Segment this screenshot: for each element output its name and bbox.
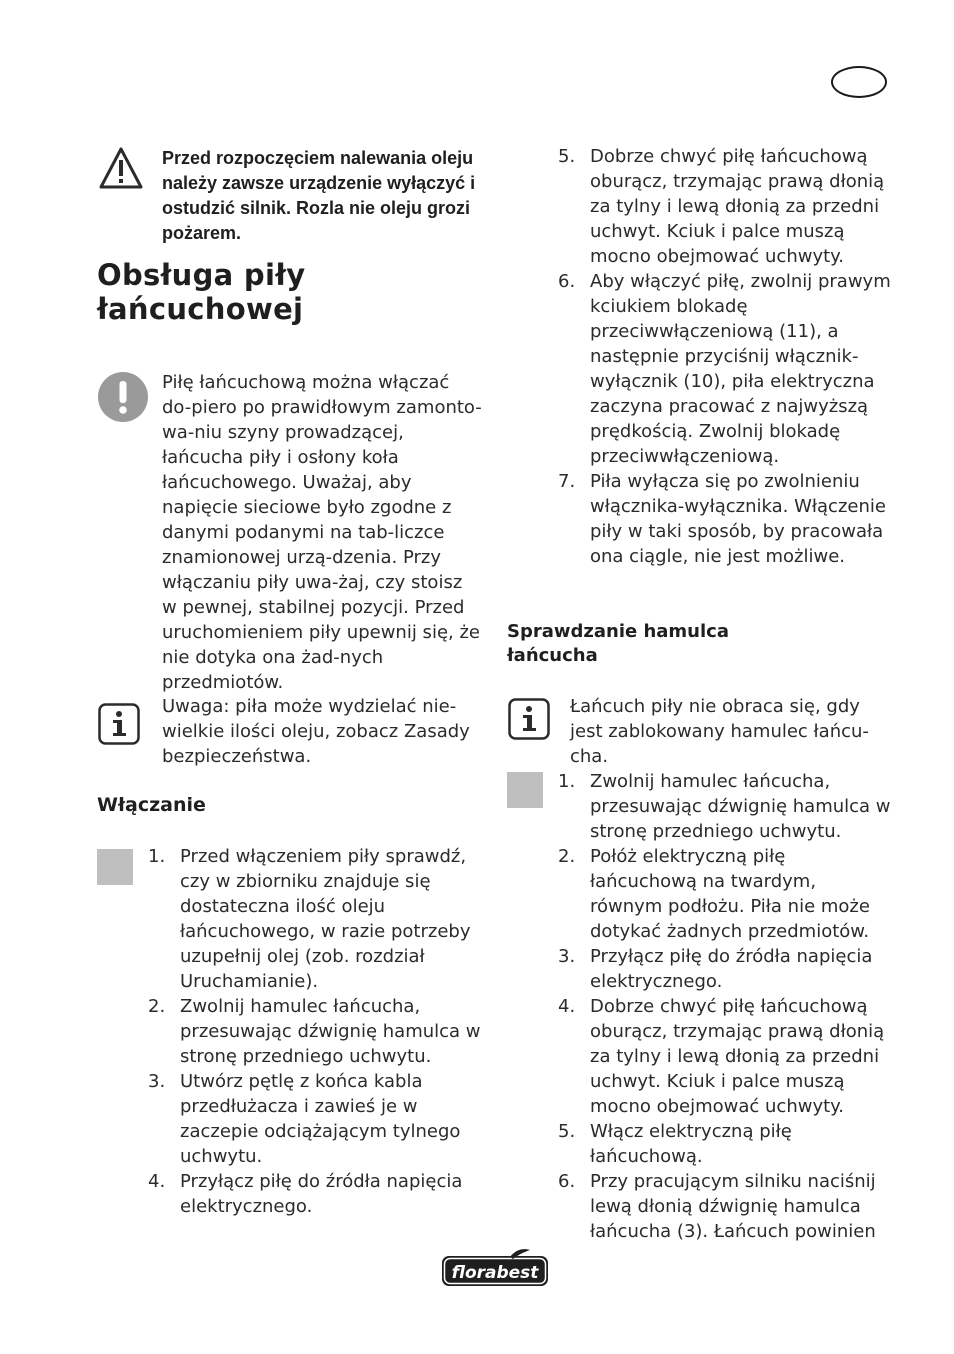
brake-info-text: Łańcuch piły nie obraca się, gdy jest zablokowany hamulec łańcu-cha. — [570, 696, 869, 767]
step-number: 7. — [558, 471, 576, 492]
list-item — [558, 994, 894, 1119]
step-text: Przy pracującym silniku naciśnij lewą dłonią dźwignię hamulca łańcucha (3). Łańcuch powinien — [590, 1171, 876, 1242]
list-item — [558, 1169, 894, 1244]
step-text: Dobrze chwyć piłę łańcuchową oburącz, trzymając prawą dłonią za tylny i lewą dłonią za przedni uchwyt. Kciuk i palce muszą mocno obejmować uchwyty. — [590, 996, 885, 1117]
step-text: Aby włączyć piłę, zwolnij prawym kciukiem blokadę przeciwwłączeniową (11), a następnie przyciśnij włącznik-wyłącznik (10), piła elektryczna zaczyna pracować z najwyższą prędkością. Zwolnij blokadę przeciwwłączeniową. — [590, 271, 891, 467]
list-item — [558, 944, 894, 994]
section-title-line2: łańcuchowej — [97, 292, 304, 326]
gray-marker — [97, 849, 133, 885]
switching-on-steps-right — [558, 144, 894, 569]
brake-check-heading-line2: łańcucha — [507, 645, 598, 666]
oil-info-text: Uwaga: piła może wydzielać nie-wielkie ilości oleju, zobacz Zasady bezpieczeństwa. — [162, 696, 470, 767]
caution-text: Piłę łańcuchową można włączać do-piero po prawidłowym zamonto-wa-niu szyny prowadzącej, łańcucha piły i osłony koła łańcuchowego. Uważaj, aby napięcie sieciowe było zgodne z danymi podanymi na tab-liczce znamionowej urzą-dzenia. Przy włączaniu piły uwa-żaj, czy stoisz w pewnej, stabilnej pozycji. Przed uruchomieniem piły upewnij się, że nie dotyka ona żad-nych przedmiotów. — [162, 372, 482, 693]
list-item — [148, 1169, 482, 1219]
step-text: Włącz elektryczną piłę łańcuchową. — [590, 1121, 792, 1167]
section-title-line1: Obsługa piły — [97, 258, 306, 292]
list-item — [558, 769, 894, 844]
step-text: Przyłącz piłę do źródła napięcia elektrycznego. — [180, 1171, 463, 1217]
fire-warning-text: Przed rozpoczęciem nalewania oleju należy zawsze urządzenie wyłączyć i ostudzić silnik. Rozla nie oleju grozi pożarem. — [162, 148, 476, 243]
step-text: Utwórz pętlę z końca kabla przedłużacza i zawieś je w zaczepie odciążającym tylnego uchwytu. — [180, 1071, 461, 1167]
switching-on-steps-left — [148, 844, 482, 1219]
list-item — [558, 269, 894, 469]
step-number: 4. — [148, 1171, 166, 1192]
gray-marker — [507, 772, 543, 808]
step-number: 5. — [558, 146, 576, 167]
logo-text: florabest — [451, 1263, 539, 1283]
list-item — [558, 144, 894, 269]
brake-check-steps — [558, 769, 894, 1244]
step-text: Przed włączeniem piły sprawdź, czy w zbiorniku znajduje się dostateczna ilość oleju łańcuchowego, w razie potrzeby uzupełnij olej (zob. rozdział Uruchamianie). — [180, 846, 471, 992]
list-item — [148, 994, 482, 1069]
list-item — [148, 844, 482, 994]
switching-on-heading: Włączanie — [97, 794, 206, 816]
info-icon — [98, 703, 140, 745]
language-badge — [831, 66, 887, 98]
info-icon — [508, 698, 550, 740]
step-text: Piła wyłącza się po zwolnieniu włącznika-wyłącznika. Włączenie piły w taki sposób, by pracowała ona ciągle, nie jest możliwe. — [590, 471, 886, 567]
list-item — [558, 1119, 894, 1169]
list-item — [558, 469, 894, 569]
step-text: Dobrze chwyć piłę łańcuchową oburącz, trzymając prawą dłonią za tylny i lewą dłonią za przedni uchwyt. Kciuk i palce muszą mocno obejmować uchwyty. — [590, 146, 885, 267]
step-text: Przyłącz piłę do źródła napięcia elektrycznego. — [590, 946, 873, 992]
step-number: 6. — [558, 271, 576, 292]
section-title — [97, 258, 305, 326]
warning-triangle-icon — [98, 146, 144, 190]
step-number: 2. — [558, 846, 576, 867]
brake-check-heading-line1: Sprawdzanie hamulca — [507, 621, 729, 642]
list-item — [558, 844, 894, 944]
exclamation-circle-icon — [97, 371, 149, 423]
florabest-logo — [440, 1248, 550, 1288]
step-number: 5. — [558, 1121, 576, 1142]
list-item — [148, 1069, 482, 1169]
step-text: Zwolnij hamulec łańcucha, przesuwając dźwignię hamulca w stronę przedniego uchwytu. — [180, 996, 481, 1067]
brake-check-heading — [507, 620, 729, 668]
step-number: 3. — [148, 1071, 166, 1092]
step-number: 3. — [558, 946, 576, 967]
step-number: 4. — [558, 996, 576, 1017]
step-number: 6. — [558, 1171, 576, 1192]
step-text: Połóż elektryczną piłę łańcuchową na twardym, równym podłożu. Piła nie może dotykać żadnych przedmiotów. — [590, 846, 870, 942]
step-number: 1. — [558, 771, 576, 792]
step-number: 2. — [148, 996, 166, 1017]
step-text: Zwolnij hamulec łańcucha, przesuwając dźwignię hamulca w stronę przedniego uchwytu. — [590, 771, 891, 842]
step-number: 1. — [148, 846, 166, 867]
